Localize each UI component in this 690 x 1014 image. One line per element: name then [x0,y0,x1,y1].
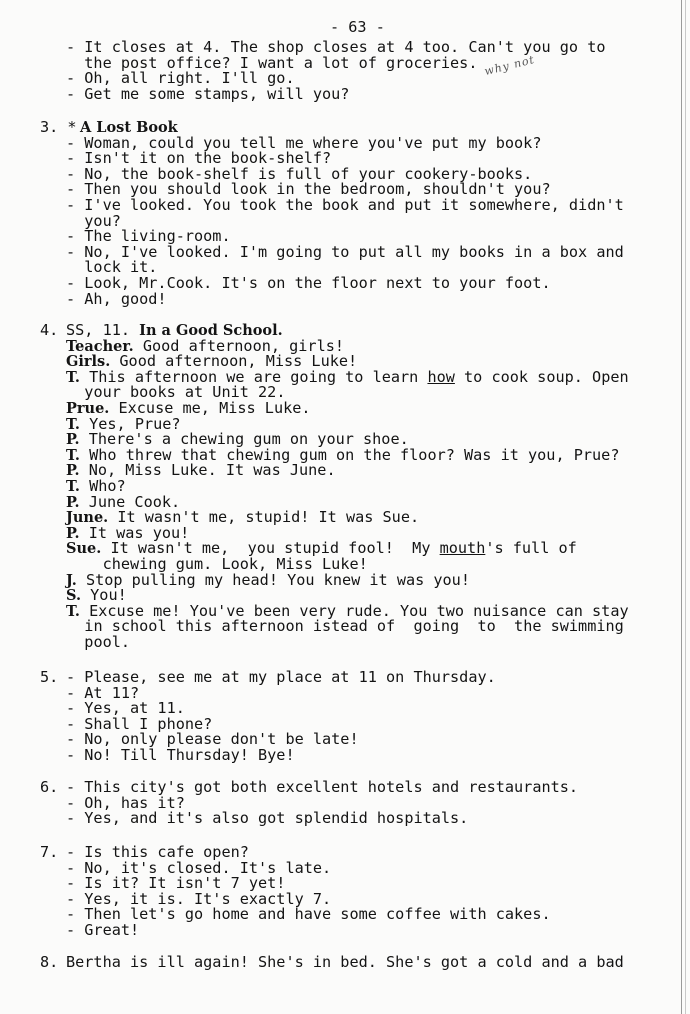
speech-text: You! [81,586,127,605]
speech-text: It was you! [79,523,190,542]
speaker-label: J. [66,571,77,589]
dialogue-line: - No, the book-shelf is full of your cookery-books. [66,164,533,183]
speech-text: chewing gum. Look, Miss Luke! [102,554,368,573]
dialogue-line: - Then you should look in the bedroom, shouldn't you? [66,180,551,199]
speaker-label: S. [66,587,82,605]
dialogue-line: - At 11? [66,683,140,702]
dialogue-line: - Yes, it is. It's exactly 7. [66,889,332,908]
underlined-word: mouth [439,539,486,558]
speech-text: pool. [84,632,131,651]
section-8-number: 8. [40,953,59,971]
speaker-label: June. [66,509,109,527]
dialogue-line: - Ah, good! [66,289,167,308]
dialogue-line: - This city's got both excellent hotels and restaurants. [66,778,579,796]
speech-text: This afternoon we are going to learn [79,367,428,386]
speech-text: Good afternoon, girls! [133,336,345,355]
speaker-label: P. [66,524,80,542]
speaker-label: P. [66,431,80,449]
speech-text: Excuse me, Miss Luke. [109,398,311,417]
dialogue-line: - Look, Mr.Cook. It's on the floor next to your foot. [66,273,551,292]
speech-text: June Cook. [79,492,181,511]
script-line [84,619,623,635]
dialogue-line: - The living-room. [66,227,231,246]
dialogue-line: - No! Till Thursday! Bye! [66,746,295,764]
section-4-ref: SS, 11. [66,321,131,339]
speaker-label: T. [66,602,80,620]
section-5-number: 5. [40,668,59,686]
speech-text: It wasn't me, you stupid fool! My [101,539,440,558]
dialogue-line: - Is this cafe open? [66,843,249,861]
speech-text: It wasn't me, stupid! It was Sue. [108,508,420,527]
section-6-number: 6. [40,778,59,796]
dialogue-line: - It closes at 4. The shop closes at 4 too. Can't you go to [66,38,606,56]
dialogue-line: - Oh, all right. I'll go. [66,69,295,88]
paragraph-line: Bertha is ill again! She's in bed. She's got a cold and a bad [66,953,624,971]
speaker-label: T. [66,415,80,433]
speech-text: Who threw that chewing gum on the floor? Was it you, Prue? [79,445,620,464]
dialogue-line: - Please, see me at my place at 11 on Thursday. [66,668,496,686]
dialogue-line: lock it. [66,258,158,277]
dialogue-line: you? [66,211,121,230]
dialogue-line: - Get me some stamps, will you? [66,84,350,103]
speaker-label: T. [66,446,80,464]
dialogue-line: the post office? I want a lot of groceries. [66,53,478,72]
dialogue-line: - Great! [66,921,140,939]
script-line [84,632,131,651]
speaker-label: Sue. [66,540,102,558]
dialogue-line: - No, it's closed. It's late. [66,858,332,877]
speaker-label: T. [66,368,80,386]
dialogue-line: - Yes, at 11. [66,699,185,718]
dialogue-line: - Shall I phone? [66,714,213,733]
speech-text: Yes, Prue? [79,414,181,433]
section-4-title: In a Good School. [139,322,283,339]
speaker-label: Teacher. [66,337,134,355]
section-3-title: A Lost Book [80,119,178,136]
speaker-label: Prue. [66,399,110,417]
page-edge-line [681,0,686,1014]
speaker-label: T. [66,477,80,495]
speech-text: Excuse me! You've been very rude. You two nuisance can stay [79,601,629,620]
dialogue-line: - Is it? It isn't 7 yet! [66,874,286,893]
handwritten-note: why not [483,52,537,79]
speaker-label: P. [66,493,80,511]
section-4-number: 4. [40,321,59,339]
dialogue-line: - Oh, has it? [66,793,185,812]
section-7-number: 7. [40,843,59,861]
dialogue-line: - I've looked. You took the book and put it somewhere, didn't [66,195,624,214]
dialogue-line: - Then let's go home and have some coffee with cakes. [66,905,551,924]
speaker-label: P. [66,462,80,480]
page-number: - 63 - [330,18,385,36]
section-3-number: 3. * [40,118,77,136]
speech-text: Good afternoon, Miss Luke! [110,352,358,371]
speech-text: Stop pulling my head! You knew it was you! [76,570,470,589]
dialogue-line: - Isn't it on the book-shelf? [66,149,332,168]
speech-text: Who? [79,476,126,495]
dialogue-line: - No, only please don't be late! [66,730,359,749]
dialogue-line: - Yes, and it's also got splendid hospitals. [66,809,469,828]
dialogue-line: - No, I've looked. I'm going to put all my books in a box and [66,242,624,261]
speech-text: No, Miss Luke. It was June. [79,461,336,480]
speech-text: There's a chewing gum on your shoe. [79,430,409,449]
speech-text: your books at Unit 22. [84,383,286,402]
speech-text: 's full of [485,539,577,558]
speech-text: to cook soup. Open [454,367,629,386]
speech-text: in school this afternoon istead of going to the swimming [84,617,624,636]
dialogue-line: - Woman, could you tell me where you've put my book? [66,133,542,152]
speaker-label: Girls. [66,353,111,371]
underlined-word: how [427,367,455,386]
